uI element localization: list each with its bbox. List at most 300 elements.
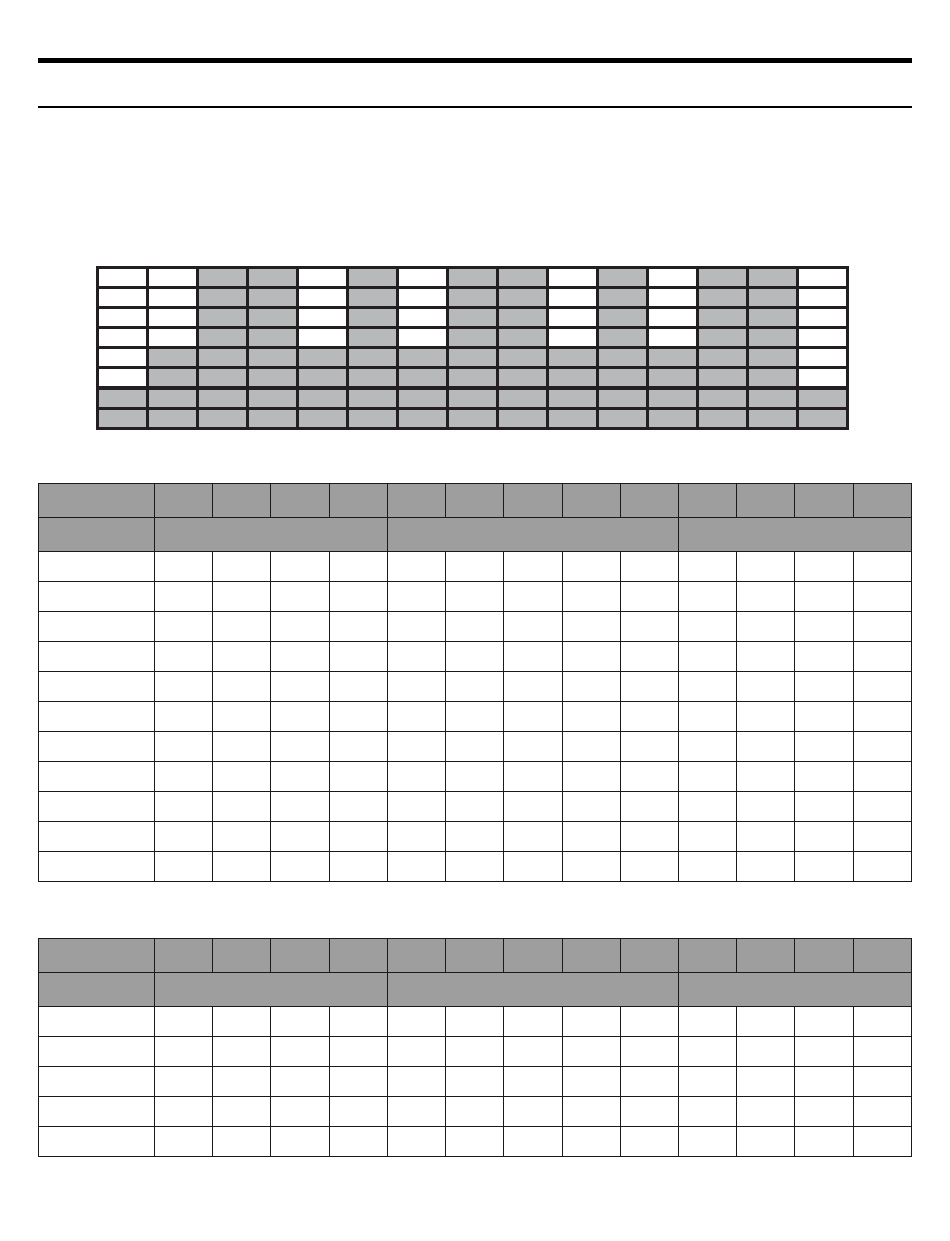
table-cell	[795, 1127, 853, 1157]
table-cell	[795, 762, 853, 792]
table-cell	[271, 1007, 329, 1037]
row-label-cell	[39, 1037, 155, 1067]
pattern-cell-gray	[648, 348, 698, 368]
data-table-1	[38, 483, 912, 882]
table-cell	[853, 852, 911, 882]
table-cell	[737, 762, 795, 792]
header-cell	[620, 939, 678, 973]
table-row	[39, 702, 912, 732]
table-cell	[853, 582, 911, 612]
pattern-cell-gray	[698, 288, 748, 308]
pattern-cell-gray	[148, 409, 198, 429]
header-cell	[329, 484, 387, 518]
table-cell	[562, 1127, 620, 1157]
pattern-cell-white	[98, 288, 148, 308]
group-header-cell	[155, 518, 388, 552]
table-cell	[562, 1067, 620, 1097]
pattern-cell-white	[148, 308, 198, 328]
table-cell	[620, 582, 678, 612]
table-cell	[387, 672, 445, 702]
table-cell	[737, 822, 795, 852]
pattern-cell-gray	[448, 409, 498, 429]
table-cell	[446, 552, 504, 582]
pattern-cell-gray	[548, 368, 598, 389]
pattern-cell-gray	[348, 368, 398, 389]
table-cell	[795, 1067, 853, 1097]
table-cell	[795, 582, 853, 612]
table-cell	[504, 582, 562, 612]
pattern-cell-gray	[648, 409, 698, 429]
table-row	[39, 1127, 912, 1157]
pattern-cell-gray	[748, 288, 798, 308]
group-header-label-cell	[39, 518, 155, 552]
table-cell	[387, 702, 445, 732]
table-cell	[446, 762, 504, 792]
table-cell	[155, 1037, 213, 1067]
shaded-pattern-grid	[96, 266, 849, 430]
pattern-cell-white	[798, 288, 848, 308]
table-cell	[504, 612, 562, 642]
table-row	[39, 762, 912, 792]
table-cell	[271, 762, 329, 792]
table-cell	[562, 732, 620, 762]
table-cell	[562, 792, 620, 822]
table-cell	[271, 672, 329, 702]
header-cell	[155, 484, 213, 518]
pattern-cell-gray	[698, 308, 748, 328]
table-cell	[795, 792, 853, 822]
table-cell	[387, 762, 445, 792]
table-cell	[271, 612, 329, 642]
pattern-cell-gray	[748, 348, 798, 368]
table-cell	[271, 792, 329, 822]
table-cell	[853, 552, 911, 582]
table-cell	[387, 1007, 445, 1037]
header-cell	[853, 939, 911, 973]
pattern-cell-gray	[548, 348, 598, 368]
table-cell	[329, 852, 387, 882]
table-group-header-row	[39, 973, 912, 1007]
table-cell	[446, 1097, 504, 1127]
pattern-cell-gray	[798, 388, 848, 409]
table-cell	[620, 552, 678, 582]
header-cell	[620, 484, 678, 518]
table-cell	[853, 642, 911, 672]
table-cell	[737, 612, 795, 642]
table-cell	[678, 702, 736, 732]
table-cell	[446, 1007, 504, 1037]
table-cell	[795, 1097, 853, 1127]
table-cell	[155, 792, 213, 822]
pattern-cell-gray	[198, 368, 248, 389]
table-cell	[562, 762, 620, 792]
table-cell	[387, 852, 445, 882]
header-cell	[329, 939, 387, 973]
pattern-cell-gray	[448, 368, 498, 389]
table-cell	[737, 1007, 795, 1037]
row-label-cell	[39, 702, 155, 732]
table-cell	[737, 702, 795, 732]
table-cell	[446, 642, 504, 672]
pattern-cell-gray	[648, 388, 698, 409]
table-cell	[620, 762, 678, 792]
table-cell	[562, 852, 620, 882]
group-header-label-cell	[39, 973, 155, 1007]
pattern-cell-white	[98, 308, 148, 328]
pattern-cell-gray	[198, 328, 248, 348]
table-cell	[213, 732, 271, 762]
table-cell	[620, 672, 678, 702]
pattern-cell-gray	[698, 268, 748, 288]
table-cell	[155, 612, 213, 642]
pattern-cell-white	[798, 268, 848, 288]
table-cell	[853, 1097, 911, 1127]
table-cell	[678, 762, 736, 792]
header-cell	[39, 939, 155, 973]
table-cell	[853, 1037, 911, 1067]
table-cell	[795, 1037, 853, 1067]
pattern-cell-gray	[198, 268, 248, 288]
pattern-cell-gray	[448, 348, 498, 368]
table-cell	[620, 792, 678, 822]
header-cell	[678, 484, 736, 518]
pattern-cell-gray	[448, 388, 498, 409]
pattern-cell-gray	[348, 268, 398, 288]
table-cell	[853, 1127, 911, 1157]
group-header-cell	[387, 973, 678, 1007]
table-cell	[329, 762, 387, 792]
table-cell	[387, 1037, 445, 1067]
table-cell	[678, 1067, 736, 1097]
header-cell	[737, 484, 795, 518]
table-cell	[620, 1037, 678, 1067]
pattern-cell-gray	[248, 308, 298, 328]
pattern-cell-gray	[248, 368, 298, 389]
table-row	[39, 852, 912, 882]
table-cell	[271, 642, 329, 672]
table-cell	[271, 852, 329, 882]
pattern-cell-gray	[448, 268, 498, 288]
header-rule-thick	[38, 58, 912, 63]
pattern-cell-white	[148, 268, 198, 288]
pattern-cell-gray	[548, 409, 598, 429]
pattern-cell-gray	[598, 268, 648, 288]
pattern-cell-white	[648, 328, 698, 348]
pattern-cell-white	[148, 328, 198, 348]
pattern-cell-white	[648, 268, 698, 288]
header-rule-thin	[38, 106, 912, 108]
row-label-cell	[39, 1007, 155, 1037]
table-cell	[387, 642, 445, 672]
pattern-cell-white	[98, 328, 148, 348]
pattern-cell-white	[398, 328, 448, 348]
pattern-cell-white	[298, 308, 348, 328]
table-cell	[562, 552, 620, 582]
pattern-cell-gray	[598, 288, 648, 308]
pattern-cell-gray	[748, 388, 798, 409]
table-cell	[446, 792, 504, 822]
table-cell	[329, 1097, 387, 1127]
pattern-cell-white	[298, 268, 348, 288]
row-label-cell	[39, 792, 155, 822]
table-cell	[504, 1037, 562, 1067]
table-row	[39, 642, 912, 672]
table-cell	[504, 702, 562, 732]
header-cell	[446, 939, 504, 973]
header-cell	[562, 939, 620, 973]
table-cell	[504, 852, 562, 882]
table-cell	[446, 1067, 504, 1097]
table-cell	[446, 702, 504, 732]
pattern-cell-white	[148, 288, 198, 308]
table-cell	[678, 582, 736, 612]
table-cell	[329, 1127, 387, 1157]
row-label-cell	[39, 762, 155, 792]
table-cell	[795, 852, 853, 882]
table-cell	[271, 552, 329, 582]
row-label-cell	[39, 1067, 155, 1097]
header-cell	[39, 484, 155, 518]
pattern-cell-gray	[398, 348, 448, 368]
table-cell	[562, 642, 620, 672]
pattern-cell-gray	[498, 268, 548, 288]
header-cell	[678, 939, 736, 973]
header-cell	[562, 484, 620, 518]
pattern-cell-white	[98, 268, 148, 288]
pattern-cell-gray	[698, 368, 748, 389]
pattern-cell-gray	[548, 388, 598, 409]
table-cell	[853, 1007, 911, 1037]
table-cell	[678, 1097, 736, 1127]
pattern-cell-gray	[598, 388, 648, 409]
table-cell	[155, 852, 213, 882]
table-cell	[678, 792, 736, 822]
table-cell	[213, 852, 271, 882]
table-cell	[213, 702, 271, 732]
table-cell	[387, 1097, 445, 1127]
table-cell	[678, 672, 736, 702]
table-cell	[213, 1067, 271, 1097]
table-cell	[271, 702, 329, 732]
header-cell	[795, 939, 853, 973]
pattern-cell-gray	[698, 409, 748, 429]
pattern-cell-gray	[148, 388, 198, 409]
pattern-cell-gray	[598, 368, 648, 389]
table-cell	[620, 1067, 678, 1097]
table-cell	[155, 1097, 213, 1127]
table-cell	[213, 822, 271, 852]
table-row	[39, 822, 912, 852]
table-cell	[562, 822, 620, 852]
pattern-cell-gray	[598, 328, 648, 348]
pattern-cell-gray	[448, 288, 498, 308]
pattern-row	[98, 388, 848, 409]
pattern-cell-gray	[348, 409, 398, 429]
table-cell	[446, 1127, 504, 1157]
row-label-cell	[39, 1097, 155, 1127]
header-cell	[213, 484, 271, 518]
table-row	[39, 582, 912, 612]
table-cell	[387, 612, 445, 642]
group-header-cell	[155, 973, 388, 1007]
header-cell	[387, 484, 445, 518]
table-cell	[155, 582, 213, 612]
table-cell	[155, 702, 213, 732]
table-cell	[562, 612, 620, 642]
table-cell	[504, 822, 562, 852]
table-cell	[387, 1127, 445, 1157]
table-cell	[620, 822, 678, 852]
pattern-cell-white	[798, 308, 848, 328]
pattern-cell-white	[398, 288, 448, 308]
table-cell	[213, 792, 271, 822]
table-cell	[504, 1007, 562, 1037]
data-table-2	[38, 938, 912, 1157]
table-cell	[213, 582, 271, 612]
pattern-cell-gray	[348, 348, 398, 368]
table-cell	[562, 1037, 620, 1067]
table-cell	[678, 612, 736, 642]
header-cell	[213, 939, 271, 973]
pattern-row	[98, 348, 848, 368]
table-cell	[446, 822, 504, 852]
pattern-cell-white	[648, 288, 698, 308]
pattern-cell-gray	[748, 368, 798, 389]
pattern-cell-gray	[98, 409, 148, 429]
table-row	[39, 1037, 912, 1067]
table-cell	[562, 582, 620, 612]
table-cell	[620, 642, 678, 672]
table-cell	[329, 552, 387, 582]
pattern-cell-gray	[698, 328, 748, 348]
pattern-cell-gray	[698, 388, 748, 409]
table-cell	[504, 672, 562, 702]
header-cell	[737, 939, 795, 973]
table-cell	[737, 852, 795, 882]
table-cell	[737, 552, 795, 582]
table-cell	[562, 1097, 620, 1127]
table-cell	[155, 1067, 213, 1097]
header-cell	[271, 484, 329, 518]
group-header-cell	[678, 518, 911, 552]
table-cell	[213, 1097, 271, 1127]
table-cell	[213, 552, 271, 582]
pattern-cell-gray	[298, 348, 348, 368]
pattern-cell-gray	[698, 348, 748, 368]
pattern-cell-gray	[298, 409, 348, 429]
table-cell	[737, 1037, 795, 1067]
header-cell	[155, 939, 213, 973]
table-cell	[795, 1007, 853, 1037]
pattern-cell-gray	[798, 409, 848, 429]
table-cell	[213, 1127, 271, 1157]
table-cell	[271, 732, 329, 762]
table-cell	[795, 612, 853, 642]
table-cell	[678, 1007, 736, 1037]
pattern-cell-gray	[748, 409, 798, 429]
group-header-cell	[387, 518, 678, 552]
table-cell	[562, 1007, 620, 1037]
table-cell	[562, 672, 620, 702]
table-cell	[504, 1127, 562, 1157]
table-cell	[620, 852, 678, 882]
pattern-cell-gray	[348, 288, 398, 308]
table-cell	[387, 792, 445, 822]
pattern-cell-gray	[248, 348, 298, 368]
table-cell	[271, 1127, 329, 1157]
pattern-row	[98, 268, 848, 288]
header-cell	[387, 939, 445, 973]
pattern-cell-white	[548, 288, 598, 308]
pattern-cell-gray	[198, 388, 248, 409]
table-header-row	[39, 939, 912, 973]
table-cell	[620, 1007, 678, 1037]
table-cell	[446, 1037, 504, 1067]
table-cell	[155, 642, 213, 672]
table-row	[39, 1007, 912, 1037]
table-cell	[620, 612, 678, 642]
table-row	[39, 612, 912, 642]
pattern-cell-gray	[198, 409, 248, 429]
row-label-cell	[39, 822, 155, 852]
table-cell	[329, 702, 387, 732]
pattern-cell-gray	[298, 388, 348, 409]
pattern-cell-gray	[348, 328, 398, 348]
table-cell	[795, 822, 853, 852]
table-cell	[271, 582, 329, 612]
pattern-cell-gray	[498, 409, 548, 429]
pattern-cell-gray	[248, 388, 298, 409]
pattern-cell-gray	[498, 288, 548, 308]
table-cell	[271, 1097, 329, 1127]
pattern-cell-white	[798, 348, 848, 368]
table-cell	[620, 1097, 678, 1127]
pattern-cell-gray	[348, 308, 398, 328]
header-cell	[853, 484, 911, 518]
pattern-cell-gray	[248, 328, 298, 348]
row-label-cell	[39, 552, 155, 582]
pattern-cell-white	[798, 328, 848, 348]
table-cell	[853, 792, 911, 822]
table-cell	[387, 552, 445, 582]
pattern-cell-gray	[248, 409, 298, 429]
table-cell	[155, 762, 213, 792]
row-label-cell	[39, 582, 155, 612]
table-cell	[446, 852, 504, 882]
table-cell	[387, 732, 445, 762]
table-cell	[271, 1037, 329, 1067]
table-cell	[213, 1007, 271, 1037]
table-cell	[504, 792, 562, 822]
pattern-cell-gray	[598, 348, 648, 368]
pattern-cell-white	[298, 288, 348, 308]
table-cell	[853, 732, 911, 762]
table-cell	[213, 612, 271, 642]
table-cell	[795, 642, 853, 672]
row-label-cell	[39, 1127, 155, 1157]
table-cell	[795, 732, 853, 762]
pattern-cell-white	[548, 268, 598, 288]
table-cell	[504, 1097, 562, 1127]
row-label-cell	[39, 612, 155, 642]
pattern-cell-gray	[748, 268, 798, 288]
pattern-cell-gray	[248, 288, 298, 308]
pattern-cell-gray	[598, 308, 648, 328]
pattern-cell-gray	[98, 388, 148, 409]
table-row	[39, 1097, 912, 1127]
table-cell	[329, 1037, 387, 1067]
table-cell	[853, 762, 911, 792]
